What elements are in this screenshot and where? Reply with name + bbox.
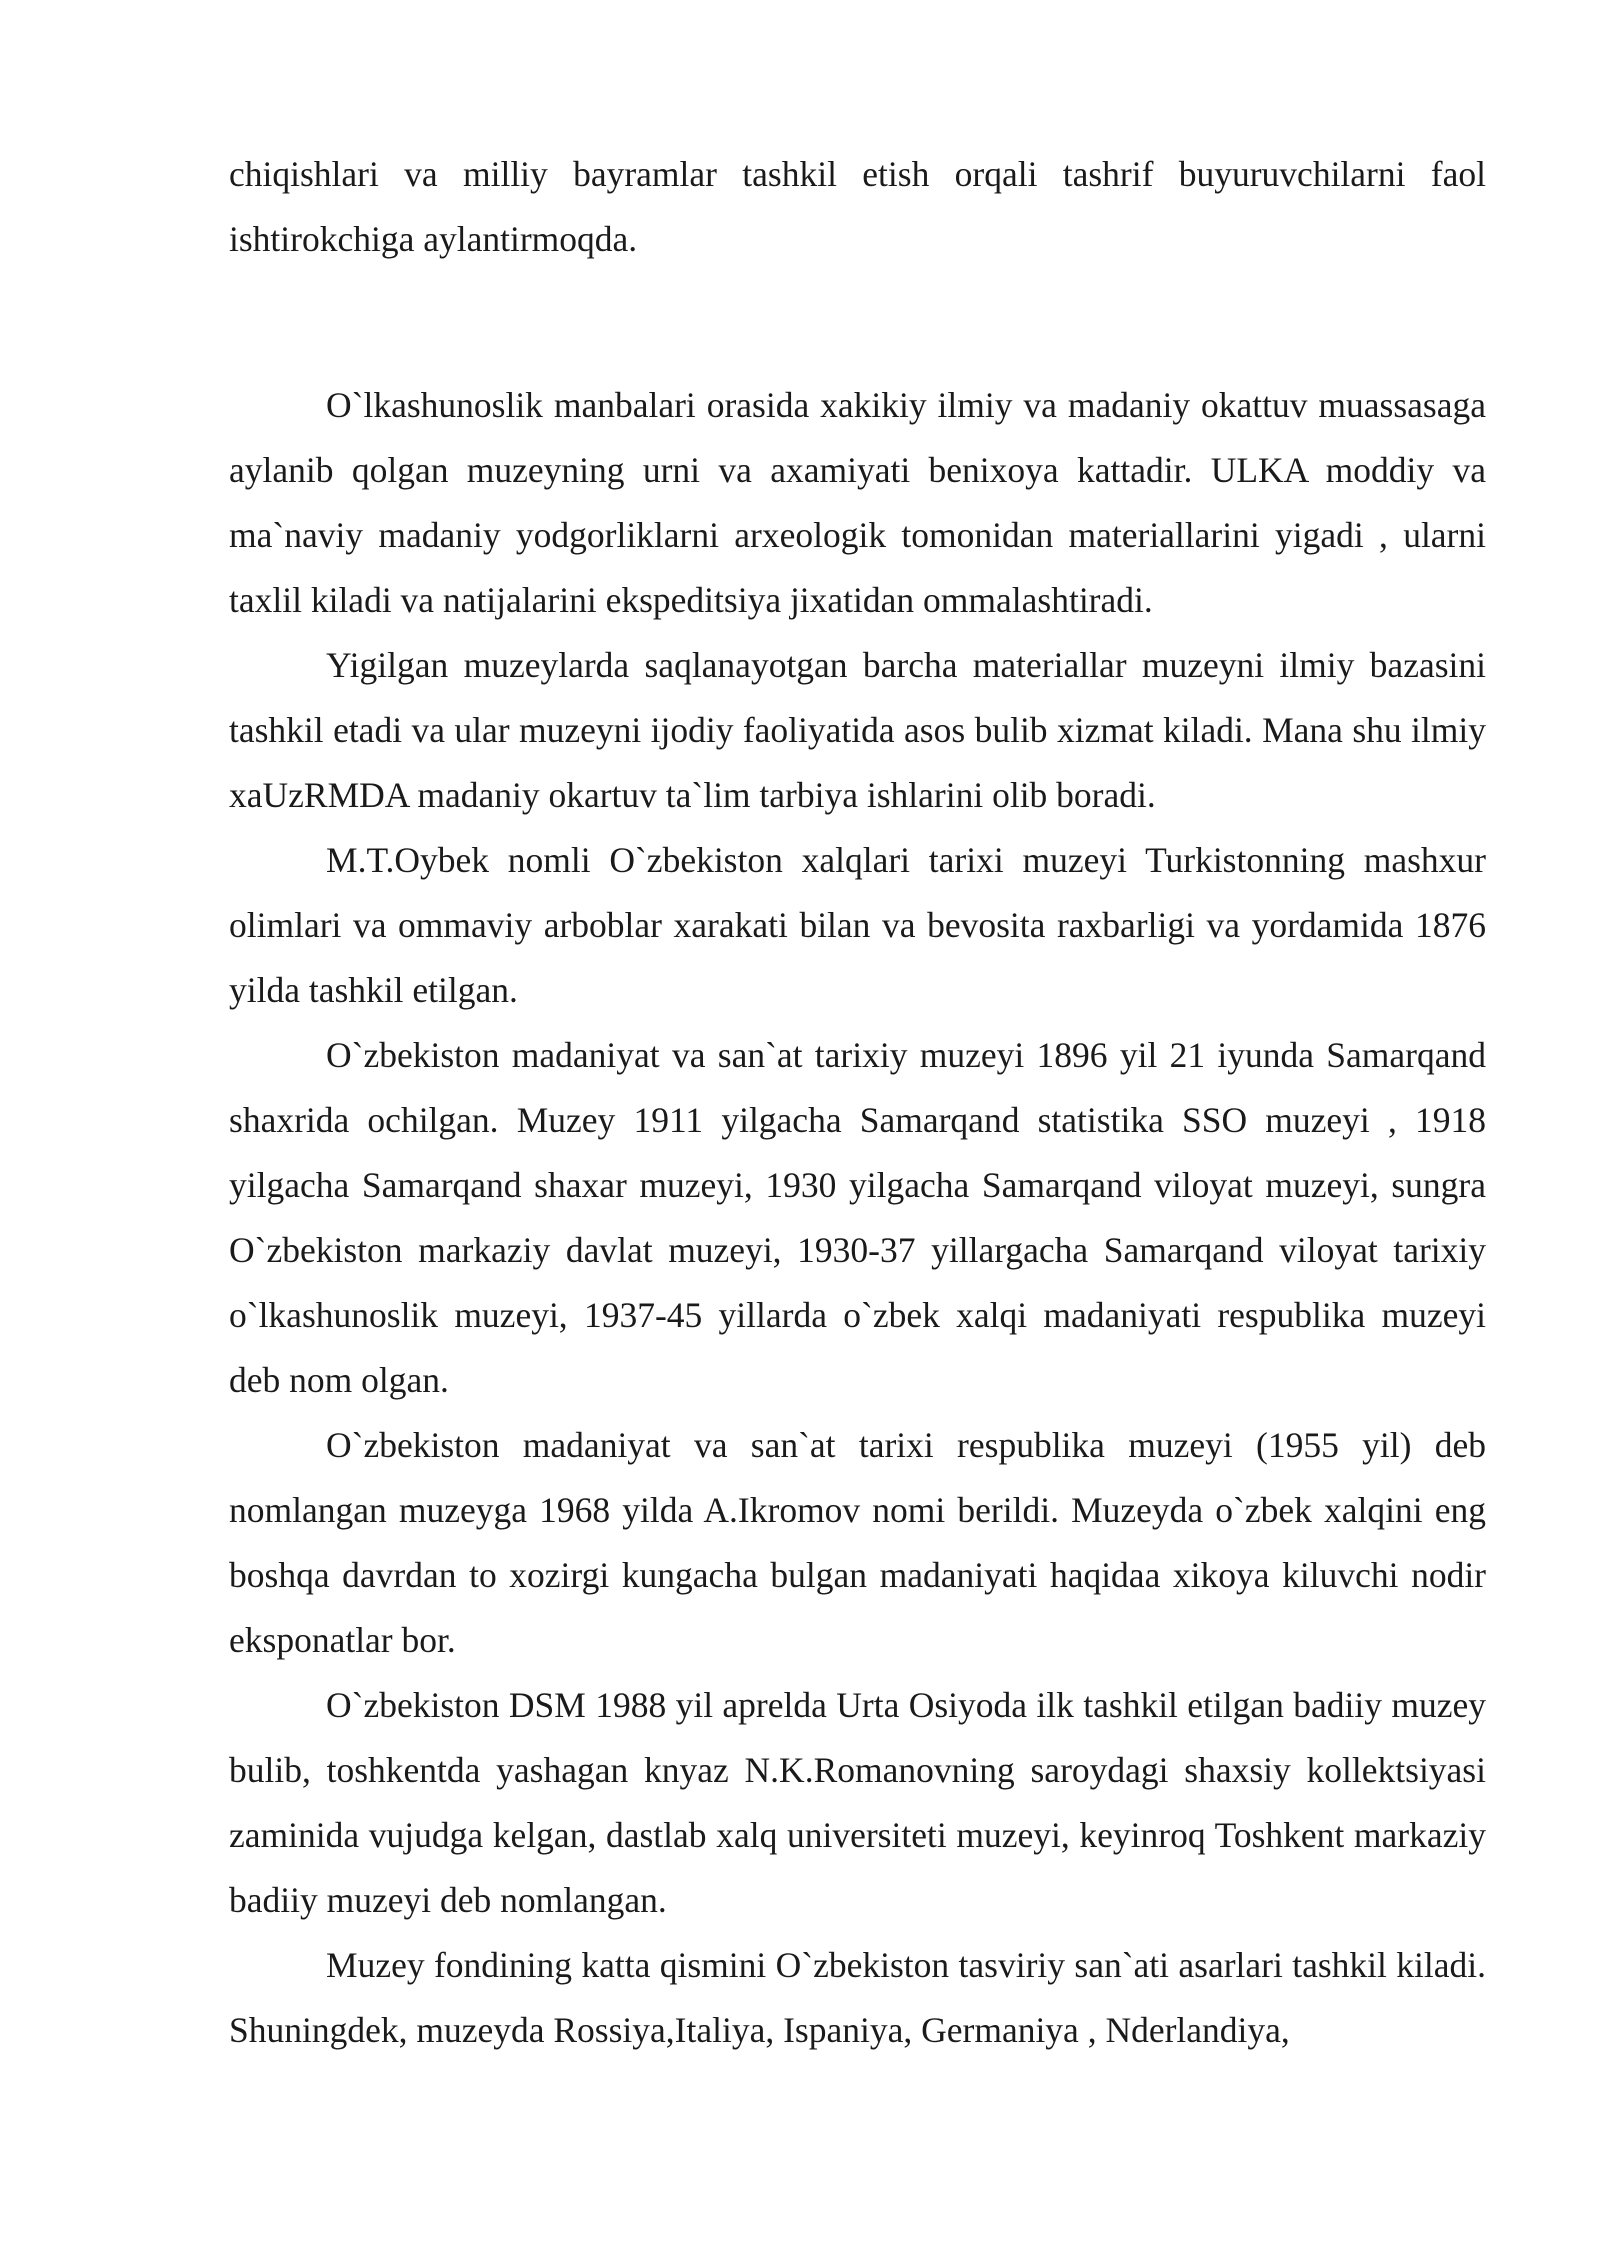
paragraph-muzey-fondi: Muzey fondining katta qismini O`zbekiston tasviriy san`ati asarlari tashkil kiladi. Shuningdek, muzeyda Rossiya,Italiya, Ispaniya, Germaniya , Nderlandiya, — [229, 1945, 1486, 2050]
paragraph-lkashunoslik: O`lkashunoslik manbalari orasida xakikiy ilmiy va madaniy okattuv muassasaga aylanib qolgan muzeyning urni va axamiyati benixoya kattadir. ULKA moddiy va ma`naviy madaniy yodgorliklarni arxeologik tomonidan materiallarini yigadi , ularni taxlil kiladi va natijalarini ekspeditsiya jixatidan ommalashtiradi. — [229, 385, 1486, 620]
paragraph-oybek-museum: M.T.Oybek nomli O`zbekiston xalqlari tarixi muzeyi Turkistonning mashxur olimlari va ommaviy arboblar xarakati bilan va bevosita raxbarligi va yordamida 1876 yilda tashkil etilgan. — [229, 840, 1486, 1010]
document-body — [229, 142, 1486, 2063]
paragraph-yigilgan: Yigilgan muzeylarda saqlanayotgan barcha materiallar muzeyni ilmiy bazasini tashkil etadi va ular muzeyni ijodiy faoliyatida asos bulib xizmat kiladi. Mana shu ilmiy xaUzRMDA madaniy okartuv ta`lim tarbiya ishlarini olib boradi. — [229, 645, 1486, 815]
paragraph-dsm: O`zbekiston DSM 1988 yil aprelda Urta Osiyoda ilk tashkil etilgan badiiy muzey bulib, toshkentda yashagan knyaz N.K.Romanovning saroydagi shaxsiy kollektsiyasi zaminida vujudga kelgan, dastlab xalq universiteti muzeyi, keyinroq Toshkent markaziy badiiy muzeyi deb nomlangan. — [229, 1685, 1486, 1920]
paragraph-samarqand-museum: O`zbekiston madaniyat va san`at tarixiy muzeyi 1896 yil 21 iyunda Samarqand shaxrida ochilgan. Muzey 1911 yilgacha Samarqand statistika SSO muzeyi , 1918 yilgacha Samarqand shaxar muzeyi, 1930 yilgacha Samarqand viloyat muzeyi, sungra O`zbekiston markaziy davlat muzeyi, 1930-37 yillargacha Samarqand viloyat tarixiy o`lkashunoslik muzeyi, 1937-45 yillarda o`zbek xalqi madaniyati respublika muzeyi deb nom olgan. — [229, 1035, 1486, 1400]
paragraph-republic-museum: O`zbekiston madaniyat va san`at tarixi respublika muzeyi (1955 yil) deb nomlangan muzeyga 1968 yilda A.Ikromov nomi berildi. Muzeyda o`zbek xalqini eng boshqa davrdan to xozirgi kungacha bulgan madaniyati haqidaa xikoya kiluvchi nodir eksponatlar bor. — [229, 1425, 1486, 1660]
paragraph-continuation: chiqishlari va milliy bayramlar tashkil etish orqali tashrif buyuruvchilarni faol ishtirokchiga aylantirmoqda. — [229, 154, 1486, 259]
paragraph-gap — [229, 272, 1486, 373]
